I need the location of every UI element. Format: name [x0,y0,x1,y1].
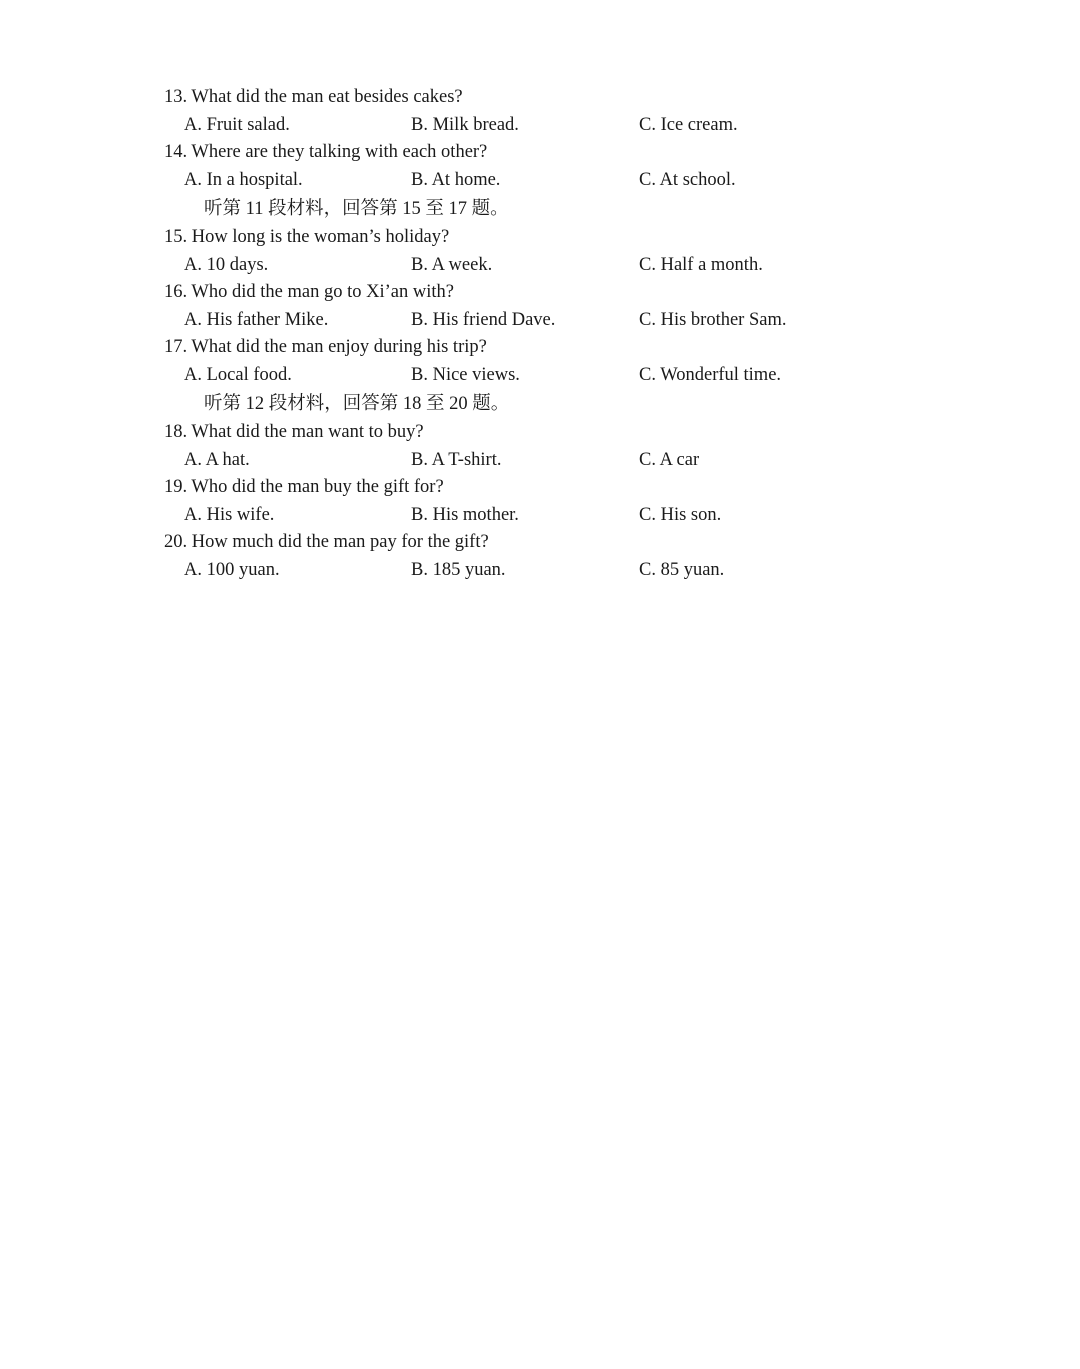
question-14-options [164,167,924,195]
section-instruction-11: 听第 11 段材料，回答第 15 至 17 题。 [204,199,509,219]
option-a: A. Fruit salad. [184,114,290,135]
option-c: C. His brother Sam. [639,309,787,330]
question-list [164,84,924,584]
option-b: B. His friend Dave. [411,309,556,330]
question-19-text: 19. Who did the man buy the gift for? [164,477,444,497]
question-15-text: 15. How long is the woman’s holiday? [164,227,450,247]
option-a: A. A hat. [184,449,250,470]
option-b: B. 185 yuan. [411,559,506,580]
option-a: A. His wife. [184,504,275,525]
question-18-options [164,447,924,475]
option-b: B. A T-shirt. [411,449,502,470]
question-17-text: 17. What did the man enjoy during his trip? [164,337,487,357]
option-b: B. At home. [411,169,501,190]
question-20-options [164,557,924,585]
question-14-text: 14. Where are they talking with each other? [164,142,488,162]
question-20-text: 20. How much did the man pay for the gift? [164,532,489,552]
option-c: C. His son. [639,504,722,525]
option-a: A. 10 days. [184,254,269,275]
option-a: A. Local food. [184,364,292,385]
option-c: C. 85 yuan. [639,559,725,580]
option-c: C. A car [639,449,700,470]
option-c: C. At school. [639,169,736,190]
question-17-options [164,362,924,390]
question-16-text: 16. Who did the man go to Xi’an with? [164,282,454,302]
option-b: B. Nice views. [411,364,520,385]
section-instruction-12: 听第 12 段材料，回答第 18 至 20 题。 [204,394,510,414]
question-16-options [164,307,924,335]
option-c: C. Half a month. [639,254,763,275]
option-a: A. His father Mike. [184,309,329,330]
question-15-options [164,252,924,280]
question-13-options [164,112,924,140]
option-b: B. A week. [411,254,493,275]
question-19-options [164,502,924,530]
option-a: A. In a hospital. [184,169,303,190]
option-b: B. His mother. [411,504,519,525]
option-c: C. Wonderful time. [639,364,782,385]
question-13-text: 13. What did the man eat besides cakes? [164,87,463,107]
question-18-text: 18. What did the man want to buy? [164,422,424,442]
option-b: B. Milk bread. [411,114,519,135]
option-a: A. 100 yuan. [184,559,280,580]
option-c: C. Ice cream. [639,114,738,135]
